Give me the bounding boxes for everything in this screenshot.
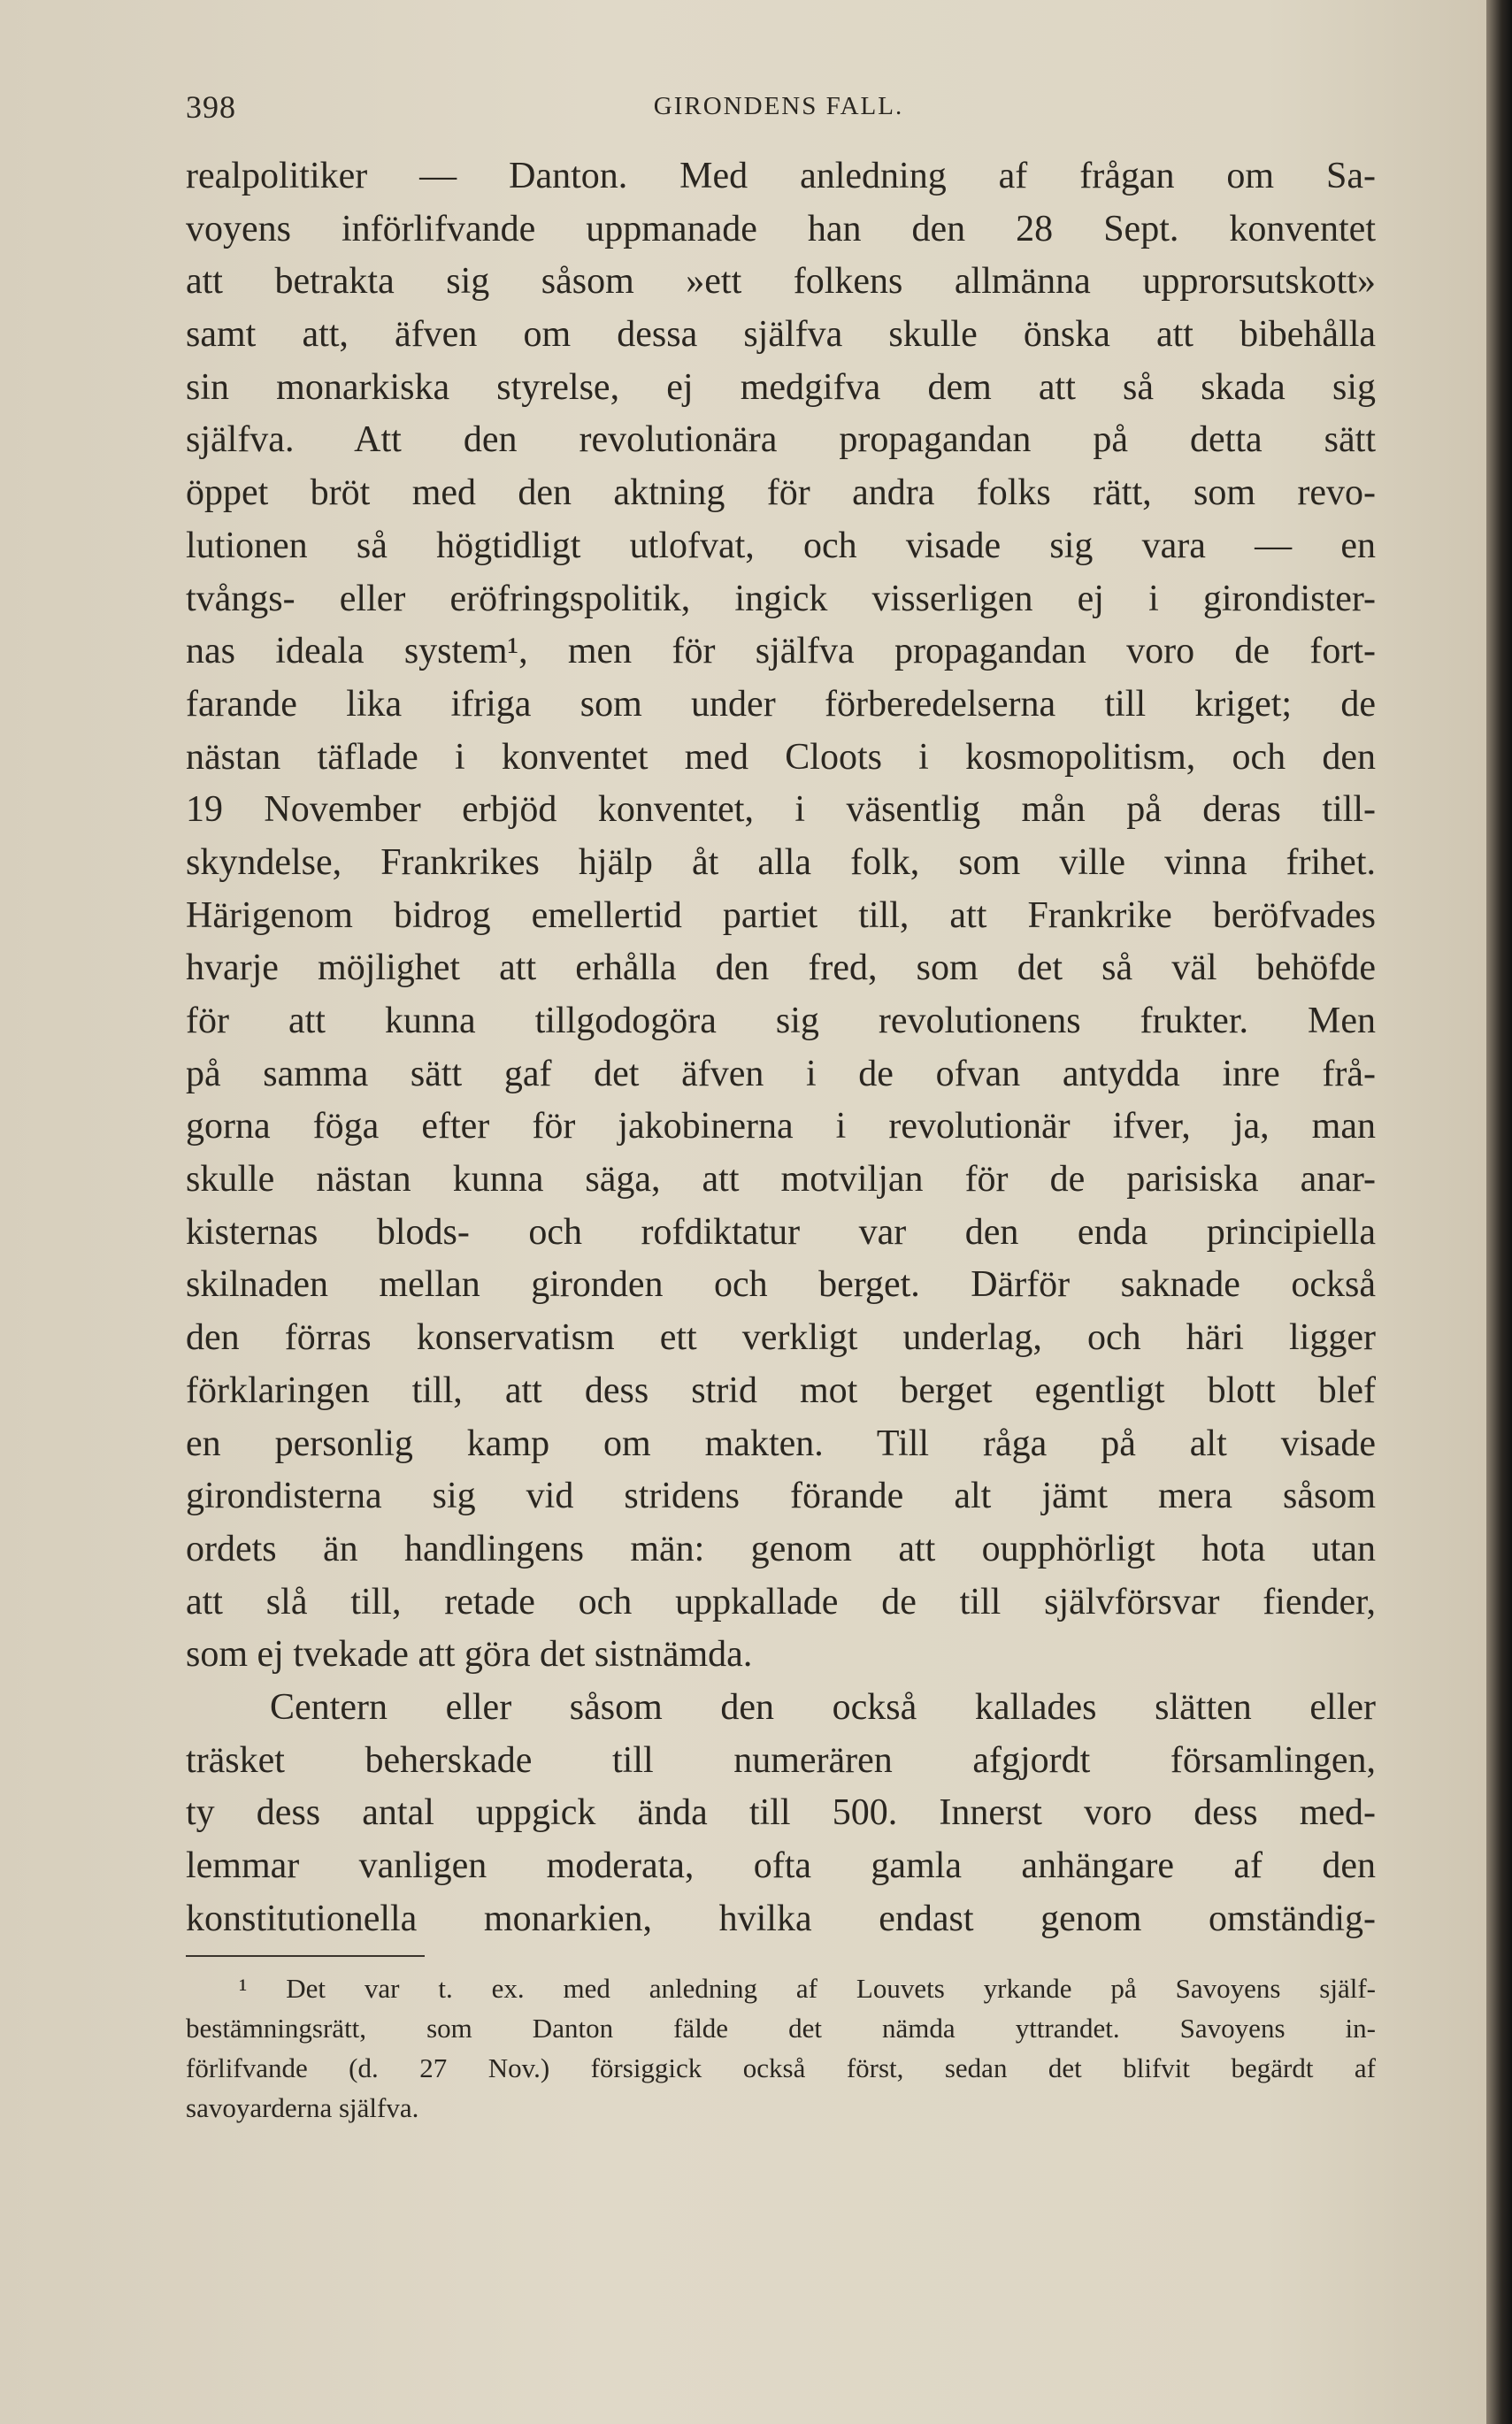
text-line: den förras konservatism ett verkligt underlag, och häri ligger (186, 1317, 1376, 1359)
text-line: gorna föga efter för jakobinerna i revolutionär ifver, ja, man (186, 1106, 1376, 1147)
footnote-divider (186, 1955, 425, 1957)
footnote-line: förlifvande (d. 27 Nov.) försiggick också först, sedan det blifvit begärdt af (186, 2052, 1376, 2083)
text-line: själfva. Att den revolutionära propagandan på detta sätt (186, 419, 1376, 461)
footnotes (186, 1968, 1376, 2128)
text-line: skyndelse, Frankrikes hjälp åt alla folk, som ville vinna frihet. (186, 841, 1376, 883)
text-line: nästan täflade i konventet med Cloots i kosmopolitism, och den (186, 736, 1376, 778)
page-number: 398 (186, 89, 236, 125)
text-line: lemmar vanligen moderata, ofta gamla anhängare af den (186, 1845, 1376, 1886)
footnote-line: savoyarderna själfva. (186, 2092, 419, 2123)
text-line: på samma sätt gaf det äfven i de ofvan antydda inre frå- (186, 1053, 1376, 1094)
text-line: tvångs- eller eröfringspolitik, ingick visserligen ej i girondister- (186, 578, 1376, 619)
text-line: en personlig kamp om makten. Till råga på alt visade (186, 1423, 1376, 1464)
running-title: GIRONDENS FALL. (653, 92, 904, 120)
text-line: farande lika ifriga som under förberedelserna till kriget; de (186, 683, 1376, 725)
text-line: som ej tvekade att göra det sistnämda. (186, 1634, 753, 1676)
text-line: träsket beherskade till numerären afgjordt församlingen, (186, 1739, 1376, 1781)
text-line: girondisterna sig vid stridens förande alt jämt mera såsom (186, 1476, 1376, 1517)
text-line: nas ideala system¹, men för själfva propagandan voro de fort- (186, 631, 1376, 672)
text-line: ordets än handlingens män: genom att oupphörligt hota utan (186, 1528, 1376, 1569)
page-edge-shadow (1486, 0, 1512, 2424)
text-line: förklaringen till, att dess strid mot berget egentligt blott blef (186, 1369, 1376, 1411)
text-line: hvarje möjlighet att erhålla den fred, som det så väl behöfde (186, 947, 1376, 989)
text-line: voyens införlifvande uppmanade han den 28 Sept. konventet (186, 208, 1376, 249)
text-line: lutionen så högtidligt utlofvat, och visade sig vara — en (186, 525, 1376, 566)
text-line: skulle nästan kunna säga, att motviljan för de parisiska anar- (186, 1159, 1376, 1200)
footnote-line: ¹ Det var t. ex. med anledning af Louvets yrkande på Savoyens själf- (239, 1973, 1376, 2004)
text-line: ty dess antal uppgick ända till 500. Innerst voro dess med- (186, 1792, 1376, 1834)
text-line: skilnaden mellan gironden och berget. Därför saknade också (186, 1264, 1376, 1306)
text-line: 19 November erbjöd konventet, i väsentlig mån på deras till- (186, 789, 1376, 831)
footnote-line: bestämningsrätt, som Danton fälde det nämda yttrandet. Savoyens in- (186, 2013, 1376, 2044)
text-line: att slå till, retade och uppkallade de till självförsvar fiender, (186, 1581, 1376, 1622)
text-line: sin monarkiska styrelse, ej medgifva dem att så skada sig (186, 366, 1376, 408)
text-line: Härigenom bidrog emellertid partiet till, att Frankrike beröfvades (186, 894, 1376, 936)
text-line: konstitutionella monarkien, hvilka endast genom omständig- (186, 1898, 1376, 1939)
text-line: realpolitiker — Danton. Med anledning af frågan om Sa- (186, 156, 1376, 196)
text-line: Centern eller såsom den också kallades slätten eller (270, 1686, 1376, 1728)
body-text (186, 150, 1376, 1945)
page-header (186, 88, 1371, 133)
text-line: för att kunna tillgodogöra sig revolutionens frukter. Men (186, 1001, 1376, 1041)
text-line: samt att, äfven om dessa själfva skulle önska att bibehålla (186, 314, 1376, 356)
text-line: kisternas blods- och rofdiktatur var den enda principiella (186, 1211, 1376, 1253)
text-line: öppet bröt med den aktning för andra folks rätt, som revo- (186, 472, 1376, 514)
text-line: att betrakta sig såsom »ett folkens allmänna upprorsutskott» (186, 261, 1376, 303)
